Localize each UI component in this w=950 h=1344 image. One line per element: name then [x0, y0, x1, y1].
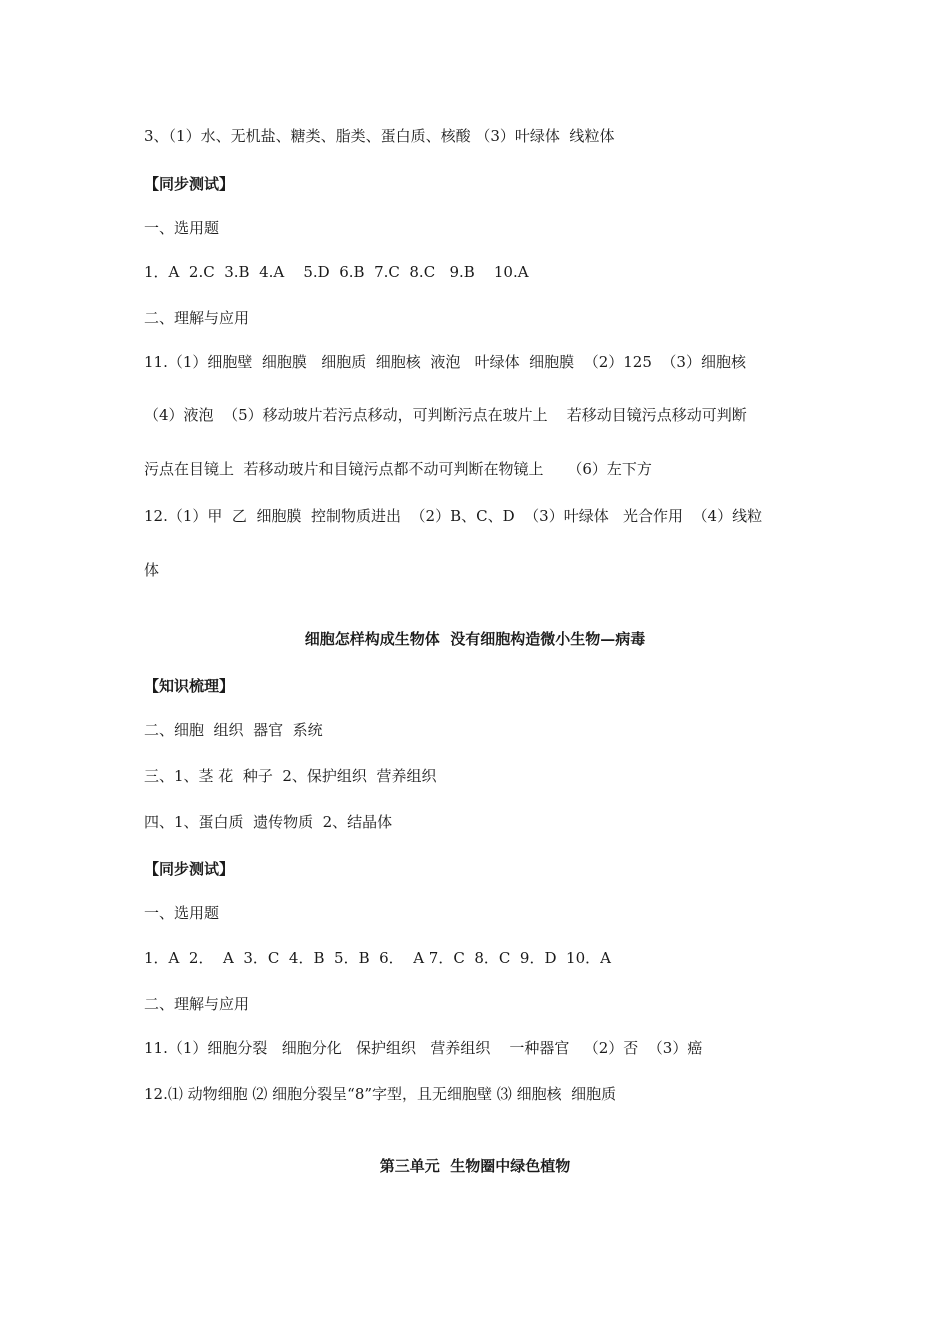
q12-answer-line-2: 体 — [144, 561, 160, 579]
q12-answer-line-1: 12.（1）甲 乙 细胞膜 控制物质进出 （2）B、C、D （3）叶绿体 光合作用 （4）线粒 — [144, 507, 763, 525]
choice-answers-2: 1．A 2． A 3．C 4．B 5．B 6． A 7．C 8．C 9．D 10．A — [144, 949, 611, 967]
choice-answers: 1．A 2.C 3.B 4.A 5.D 6.B 7.C 8.C 9.B 10.A — [144, 263, 529, 281]
section-title-cells: 细胞怎样构成生物体 没有细胞构造微小生物—病毒 — [304, 630, 646, 648]
answer-line-3: 3、（1）水、无机盐、糖类、脂类、蛋白质、核酸 （3）叶绿体 线粒体 — [144, 127, 615, 145]
knowledge-item-2: 二、细胞 组织 器官 系统 — [144, 721, 323, 739]
knowledge-item-4: 四、1、蛋白质 遗传物质 2、结晶体 — [144, 813, 393, 831]
choice-heading-2: 一、选用题 — [144, 904, 220, 922]
sync-test-heading-2: 【同步测试】 — [144, 860, 235, 878]
apply-heading: 二、理解与应用 — [144, 309, 250, 327]
q11-answer-2: 11.（1）细胞分裂 细胞分化 保护组织 营养组织 一种器官 （2）否 （3）癌 — [144, 1039, 703, 1057]
sync-test-heading: 【同步测试】 — [144, 175, 235, 193]
q11-answer-line-1: 11.（1）细胞壁 细胞膜 细胞质 细胞核 液泡 叶绿体 细胞膜 （2）125 （3）细胞核 — [144, 353, 746, 371]
knowledge-heading: 【知识梳理】 — [144, 677, 235, 695]
knowledge-item-3: 三、1、茎 花 种子 2、保护组织 营养组织 — [144, 767, 437, 785]
q11-answer-line-2: （4）液泡 （5）移动玻片若污点移动，可判断污点在玻片上 若移动目镜污点移动可判断 — [144, 406, 747, 424]
apply-heading-2: 二、理解与应用 — [144, 995, 250, 1013]
q11-answer-line-3: 污点在目镜上 若移动玻片和目镜污点都不动可判断在物镜上 （6）左下方 — [144, 460, 652, 478]
q12-answer-2: 12.⑴ 动物细胞 ⑵ 细胞分裂呈“8”字型，且无细胞壁 ⑶ 细胞核 细胞质 — [144, 1085, 617, 1103]
choice-heading: 一、选用题 — [144, 219, 220, 237]
section-title-unit3: 第三单元 生物圈中绿色植物 — [379, 1157, 571, 1175]
